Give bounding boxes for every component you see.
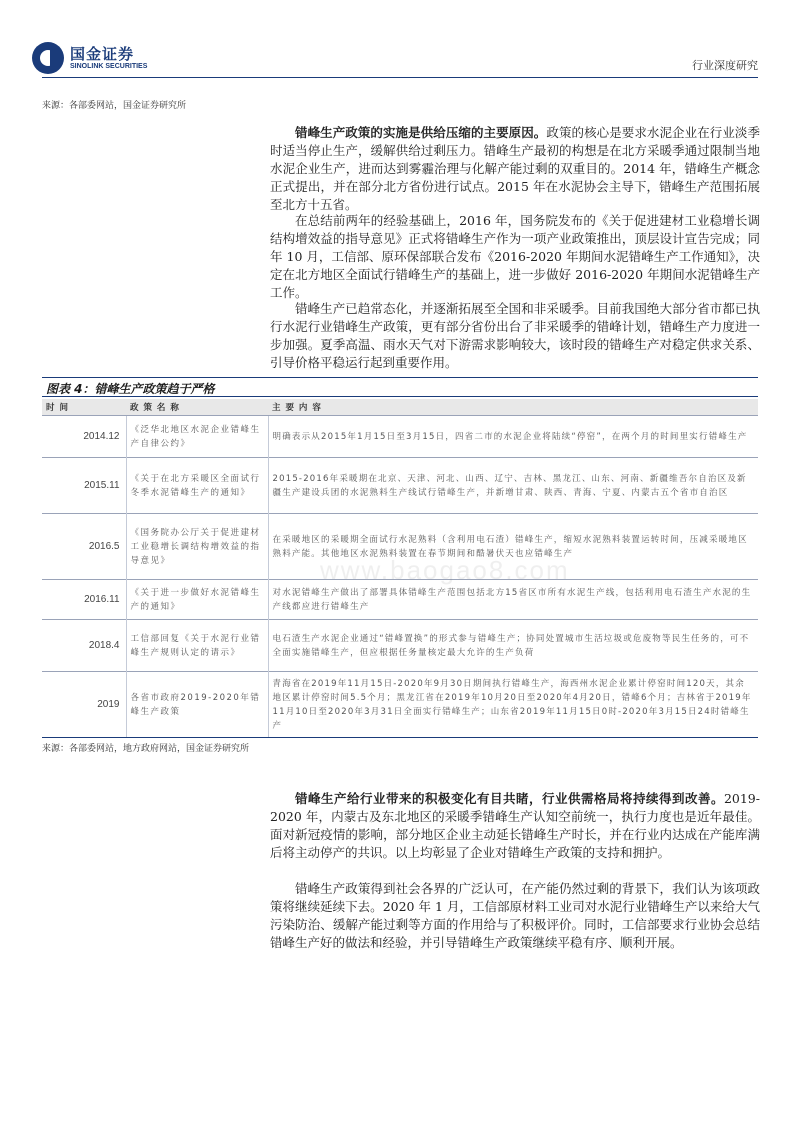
table-row xyxy=(42,458,758,514)
chart-title: 图表 4：错峰生产政策趋于严格 xyxy=(46,382,215,396)
paragraph-2-text: 在总结前两年的经验基础上，2016 年，国务院发布的《关于促进建材工业稳增长调结构增效益的指导意见》正式将错峰生产作为一项产业政策推出，顶层设计宣告完成；同年 10 月，工信部、原环保部联合发布《2016-2020 年期间水泥错峰生产工作通知》，决定在北方地区全面试行错峰生产的基础上，进一步做好 2016-2020 年期间水泥错峰生产工作。 xyxy=(270,213,760,300)
column-header-time: 时 间 xyxy=(42,399,126,416)
row-policy-name: 《泛华北地区水泥企业错峰生产自律公约》 xyxy=(126,416,268,458)
row-policy-name: 各省市政府2019-2020年错峰生产政策 xyxy=(126,672,268,738)
company-logo xyxy=(32,42,147,74)
report-type: 行业深度研究 xyxy=(692,59,758,72)
row-content: 青海省在2019年11月15日-2020年9月30日期间执行错峰生产，海西州水泥企业累计停窑时间120天，其余地区累计停窑时间5.5个月；黑龙江省在2019年10月20日至2020年4月20日，错峰6个月；吉林省于2019年11月10日至2020年3月31日全面实行错峰生产；山东省2019年11月15日0时-2020年3月15日24时错峰生产 xyxy=(268,672,758,738)
row-policy-name: 《关于进一步做好水泥错峰生产的通知》 xyxy=(126,580,268,620)
row-policy-name: 《国务院办公厅关于促进建材工业稳增长调结构增效益的指导意见》 xyxy=(126,514,268,580)
table-row xyxy=(42,416,758,458)
logo-text-en: SINOLINK SECURITIES xyxy=(70,62,148,70)
paragraph-1-text: 政策的核心是要求水泥企业在行业淡季时适当停止生产，缓解供给过剩压力。错峰生产最初的构想是在北方采暖季通过限制当地水泥企业生产，进而达到雾霾治理与化解产能过剩的双重目的。2014 年，错峰生产概念正式提出，并在部分北方省份进行试点。2015 年在水泥协会主导下，错峰生产范围拓展至北方十五省。 xyxy=(270,125,760,212)
paragraph-1-lead: 错峰生产政策的实施是供给压缩的主要原因。 xyxy=(295,125,547,140)
row-time: 2014.12 xyxy=(42,416,126,458)
row-policy-name: 《关于在北方采暖区全面试行冬季水泥错峰生产的通知》 xyxy=(126,458,268,514)
logo-text-cn: 国金证券 xyxy=(70,44,135,63)
paragraph-3-text: 错峰生产已趋常态化，并逐渐拓展至全国和非采暖季。目前我国绝大部分省市都已执行水泥行业错峰生产政策，更有部分省份出台了非采暖季的错峰计划，错峰生产力度进一步加强。夏季高温、雨水天气对下游需求影响较大，该时段的错峰生产对稳定供求关系、引导价格平稳运行起到重要作用。 xyxy=(270,301,760,370)
paragraph-4-text: 2019-2020 年，内蒙古及东北地区的采暖季错峰生产认知空前统一，执行力度也是近年最佳。面对新冠疫情的影响，部分地区企业主动延长错峰生产时长，并在行业内达成在产能库满后将主动停产的共识。以上均彰显了企业对错峰生产政策的支持和拥护。 xyxy=(270,791,760,860)
paragraph-5-text: 错峰生产政策得到社会各界的广泛认可，在产能仍然过剩的背景下，我们认为该项政策将继续延续下去。2020 年 1 月，工信部原材料工业司对水泥行业错峰生产以来给大气污染防治、缓解产能过剩等方面的作用给与了积极评价。同时，工信部要求行业协会总结错峰生产好的做法和经验，并引导错峰生产政策继续平稳有序、顺利开展。 xyxy=(270,881,760,950)
paragraph-2 xyxy=(270,212,760,302)
column-header-content: 主 要 内 容 xyxy=(268,399,758,416)
row-content: 对水泥错峰生产做出了部署具体错峰生产范围包括北方15省区市所有水泥生产线，包括利用电石渣生产水泥的生产线都应进行错峰生产 xyxy=(268,580,758,620)
row-time: 2018.4 xyxy=(42,620,126,672)
paragraph-1 xyxy=(270,124,760,214)
row-policy-name: 工信部回复《关于水泥行业错峰生产规则认定的请示》 xyxy=(126,620,268,672)
source-note-top: 来源：各部委网站，国金证券研究所 xyxy=(42,101,187,111)
header-divider xyxy=(42,77,758,78)
row-content: 2015-2016年采暖期在北京、天津、河北、山西、辽宁、吉林、黑龙江、山东、河南、新疆维吾尔自治区及新疆生产建设兵团的水泥熟料生产线试行错峰生产，并新增甘肃、陕西、青海、宁夏、内蒙古五个省市自治区 xyxy=(268,458,758,514)
paragraph-4-lead: 错峰生产给行业带来的积极变化有目共睹，行业供需格局将持续得到改善。 xyxy=(295,791,724,806)
row-time: 2019 xyxy=(42,672,126,738)
row-time: 2016.5 xyxy=(42,514,126,580)
paragraph-4 xyxy=(270,790,760,862)
row-content: 在采暖地区的采暖期全面试行水泥熟料（含利用电石渣）错峰生产，缩短水泥熟料装置运转时间，压减采暖地区熟料产能。其他地区水泥熟料装置在春节期间和酷暑伏天也应错峰生产 xyxy=(268,514,758,580)
column-header-name: 政 策 名 称 xyxy=(126,399,268,416)
row-time: 2016.11 xyxy=(42,580,126,620)
row-content: 电石渣生产水泥企业通过“错峰置换”的形式参与错峰生产；协同处置城市生活垃圾或危废物等民生任务的，可不全面实施错峰生产，但应根据任务量核定最大允许的生产负荷 xyxy=(268,620,758,672)
row-content: 明确表示从2015年1月15日至3月15日，四省二市的水泥企业将陆续“停窑”，在两个月的时间里实行错峰生产 xyxy=(268,416,758,458)
paragraph-3 xyxy=(270,300,760,372)
table-row xyxy=(42,620,758,672)
watermark: www.baogao8.com xyxy=(320,555,570,585)
logo-mark-icon xyxy=(32,42,64,74)
source-note-bottom: 来源：各部委网站，地方政府网站，国金证券研究所 xyxy=(42,744,250,754)
page-header xyxy=(0,0,800,92)
logo-text xyxy=(70,46,147,71)
chart-title-bar xyxy=(42,377,758,397)
table-row xyxy=(42,672,758,738)
table-header-row xyxy=(42,399,758,416)
row-time: 2015.11 xyxy=(42,458,126,514)
paragraph-5 xyxy=(270,880,760,952)
